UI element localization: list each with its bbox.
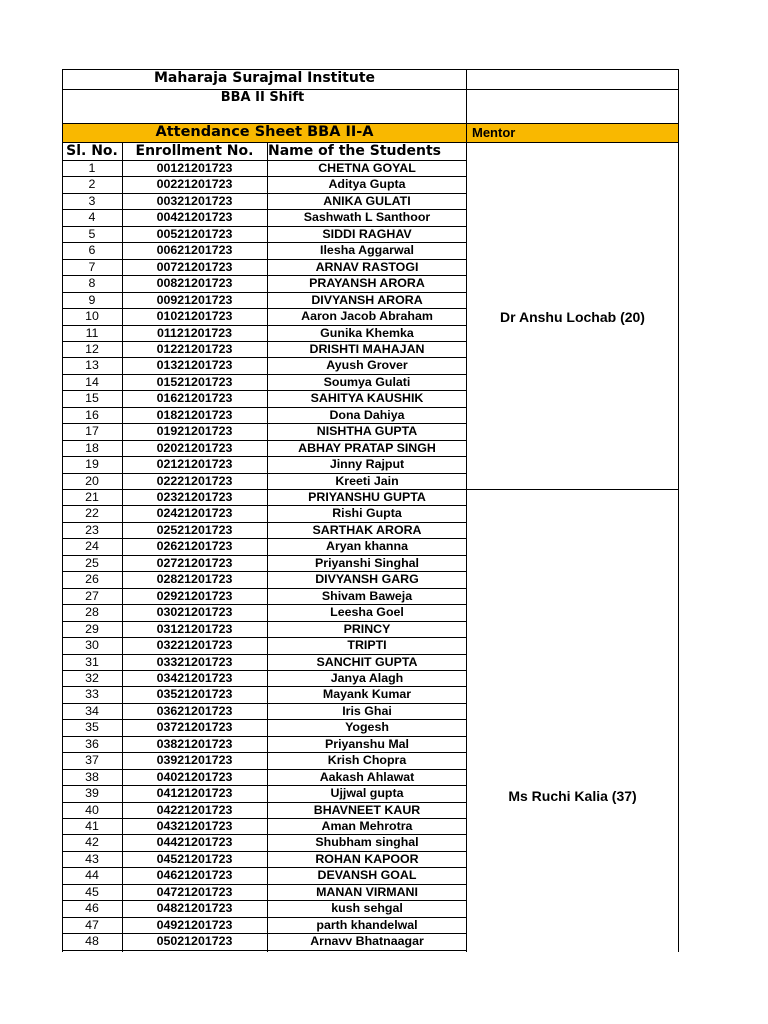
grid-line	[62, 259, 467, 260]
student-name: parth khandelwal	[316, 917, 418, 932]
student-sl-number: 2	[88, 177, 96, 192]
student-sl-number: 22	[85, 506, 99, 521]
student-sl-number: 29	[85, 621, 99, 636]
student-enrollment: 03021201723	[156, 605, 233, 620]
grid-line	[62, 571, 467, 572]
student-enrollment: 04321201723	[156, 819, 233, 833]
student-name: PRAYANSH ARORA	[309, 276, 425, 291]
grid-line	[62, 818, 467, 819]
grid-line	[62, 785, 467, 786]
grid-line	[62, 736, 467, 737]
student-name: TRIPTI	[347, 638, 387, 653]
student-name: Krish Chopra	[327, 753, 407, 768]
grid-line	[62, 69, 63, 952]
student-enrollment: 03721201723	[156, 720, 233, 735]
student-sl-number: 7	[88, 259, 96, 274]
student-enrollment: 02521201723	[156, 522, 233, 537]
column-header-name: Name of the Students	[268, 143, 441, 159]
student-sl-number: 9	[88, 292, 96, 307]
student-name: Aman Mehrotra	[321, 819, 413, 833]
student-enrollment: 01821201723	[156, 407, 233, 422]
grid-line	[62, 89, 679, 90]
student-sl-number: 12	[85, 341, 99, 356]
student-sl-number: 13	[85, 358, 99, 373]
grid-line	[62, 884, 467, 885]
grid-line	[62, 176, 467, 177]
student-name: Soumya Gulati	[323, 374, 411, 389]
student-enrollment: 03421201723	[156, 670, 233, 685]
student-sl-number: 25	[85, 555, 99, 570]
student-sl-number: 48	[85, 934, 99, 949]
student-sl-number: 40	[85, 802, 99, 817]
student-name: Ayush Grover	[326, 358, 408, 373]
student-enrollment: 00221201723	[156, 177, 233, 192]
student-sl-number: 34	[85, 703, 99, 718]
student-sl-number: 37	[85, 753, 99, 768]
mentor-column-header: Mentor	[472, 125, 516, 140]
grid-line	[62, 142, 679, 143]
student-enrollment: 05021201723	[156, 934, 233, 949]
grid-line	[62, 538, 467, 539]
student-sl-number: 28	[85, 605, 99, 620]
grid-line	[62, 752, 467, 753]
student-name: ANIKA GULATI	[323, 193, 411, 208]
student-enrollment: 01121201723	[156, 325, 233, 340]
grid-line	[62, 686, 467, 687]
grid-line	[62, 670, 467, 671]
student-name: Aaron Jacob Abraham	[301, 309, 433, 324]
student-name: ROHAN KAPOOR	[315, 851, 419, 866]
student-enrollment: 02821201723	[156, 572, 233, 587]
student-name: Mayank Kumar	[322, 687, 412, 702]
grid-line	[62, 522, 467, 523]
student-sl-number: 45	[85, 884, 99, 899]
grid-line	[62, 69, 679, 70]
student-name: Arnavv Bhatnaagar	[310, 934, 424, 949]
student-enrollment: 04521201723	[156, 851, 233, 866]
student-name: ARNAV RASTOGI	[315, 259, 419, 274]
grid-line	[62, 851, 467, 852]
student-sl-number: 5	[88, 226, 96, 241]
student-enrollment: 00421201723	[156, 210, 233, 225]
student-name: PRINCY	[343, 621, 391, 636]
grid-line	[62, 123, 679, 124]
student-name: Aakash Ahlawat	[319, 769, 415, 784]
student-name: Gunika Khemka	[320, 325, 414, 340]
student-enrollment: 00821201723	[156, 276, 233, 291]
student-enrollment: 04821201723	[156, 901, 233, 916]
grid-line	[62, 604, 467, 605]
grid-line	[62, 834, 467, 835]
grid-line	[62, 588, 467, 589]
student-enrollment: 04121201723	[156, 786, 233, 801]
student-enrollment: 03221201723	[156, 638, 233, 653]
grid-line	[62, 802, 467, 803]
grid-line	[62, 308, 467, 309]
student-enrollment: 03621201723	[156, 703, 233, 718]
student-enrollment: 02421201723	[156, 506, 233, 521]
column-header-enrollment: Enrollment No.	[135, 143, 254, 159]
grid-line	[62, 719, 467, 720]
grid-line	[62, 357, 467, 358]
student-name: Kreeti Jain	[335, 473, 399, 488]
student-sl-number: 8	[88, 276, 96, 291]
student-sl-number: 10	[85, 309, 99, 324]
student-sl-number: 32	[85, 670, 99, 685]
student-sl-number: 38	[85, 769, 99, 784]
student-enrollment: 02321201723	[156, 490, 233, 504]
grid-line	[62, 555, 467, 556]
mentor-2-name: Ms Ruchi Kalia (37)	[508, 788, 637, 804]
grid-line	[62, 654, 467, 655]
student-enrollment: 02921201723	[156, 588, 233, 603]
student-sl-number: 19	[85, 457, 99, 472]
student-sl-number: 35	[85, 720, 99, 735]
student-enrollment: 00721201723	[156, 259, 233, 274]
student-name: NISHTHA GUPTA	[316, 424, 418, 439]
student-name: SANCHIT GUPTA	[316, 654, 418, 669]
student-name: Sashwath L Santhoor	[303, 210, 431, 225]
student-name: Iris Ghai	[342, 703, 392, 718]
grid-line	[62, 226, 467, 227]
student-enrollment: 03521201723	[156, 687, 233, 702]
student-sl-number: 4	[88, 210, 96, 225]
student-name: Aryan khanna	[326, 539, 408, 554]
program-name: BBA II Shift	[220, 90, 305, 105]
student-sl-number: 16	[85, 407, 99, 422]
grid-line	[62, 505, 467, 506]
grid-line	[62, 374, 467, 375]
student-name: Ilesha Aggarwal	[320, 243, 414, 258]
grid-line	[62, 950, 467, 951]
student-sl-number: 20	[85, 473, 99, 488]
student-name: Priyanshi Singhal	[315, 555, 419, 570]
student-enrollment: 02021201723	[156, 440, 233, 455]
grid-line	[62, 292, 467, 293]
student-name: Dona Dahiya	[329, 407, 405, 422]
student-enrollment: 00121201723	[156, 161, 233, 175]
student-name: Aditya Gupta	[328, 177, 406, 192]
student-enrollment: 04421201723	[156, 835, 233, 850]
student-enrollment: 01621201723	[156, 391, 233, 406]
student-name: Jinny Rajput	[329, 457, 405, 472]
student-sl-number: 18	[85, 440, 99, 455]
student-name: MANAN VIRMANI	[316, 884, 418, 899]
student-name: Priyanshu Mal	[324, 736, 409, 751]
grid-line	[62, 193, 467, 194]
student-enrollment: 00321201723	[156, 193, 233, 208]
grid-line	[62, 637, 467, 638]
student-name: DIVYANSH ARORA	[311, 292, 423, 307]
column-header-sl: Sl. No.	[66, 143, 118, 159]
student-enrollment: 01521201723	[156, 374, 233, 389]
student-sl-number: 31	[85, 654, 99, 669]
grid-line	[62, 341, 467, 342]
student-enrollment: 02621201723	[156, 539, 233, 554]
student-enrollment: 04221201723	[156, 802, 233, 817]
grid-line	[62, 703, 467, 704]
grid-line	[62, 917, 467, 918]
student-sl-number: 43	[85, 851, 99, 866]
grid-line	[62, 390, 467, 391]
student-sl-number: 42	[85, 835, 99, 850]
student-enrollment: 01221201723	[156, 341, 233, 356]
student-name: DIVYANSH GARG	[315, 572, 419, 587]
grid-line	[62, 933, 467, 934]
student-name: BHAVNEET KAUR	[313, 802, 421, 817]
student-sl-number: 39	[85, 786, 99, 801]
student-name: PRIYANSHU GUPTA	[308, 490, 426, 504]
student-enrollment: 03121201723	[156, 621, 233, 636]
student-sl-number: 47	[85, 917, 99, 932]
student-sl-number: 41	[85, 819, 99, 833]
student-sl-number: 17	[85, 424, 99, 439]
grid-line	[466, 489, 679, 490]
student-name: Rishi Gupta	[332, 506, 402, 521]
student-name: SARTHAK ARORA	[312, 522, 422, 537]
student-name: Leesha Goel	[330, 605, 404, 620]
student-enrollment: 04021201723	[156, 769, 233, 784]
grid-line	[62, 209, 467, 210]
student-sl-number: 15	[85, 391, 99, 406]
student-sl-number: 44	[85, 868, 99, 883]
grid-line	[62, 242, 467, 243]
student-name: SIDDI RAGHAV	[322, 226, 412, 241]
student-enrollment: 02121201723	[156, 457, 233, 472]
student-name: kush sehgal	[331, 901, 403, 916]
grid-line	[62, 407, 467, 408]
student-name: Janya Alagh	[330, 670, 404, 685]
student-name: CHETNA GOYAL	[318, 161, 416, 175]
grid-line	[62, 867, 467, 868]
student-sl-number: 30	[85, 638, 99, 653]
student-sl-number: 14	[85, 374, 99, 389]
grid-line	[466, 69, 467, 952]
student-enrollment: 00621201723	[156, 243, 233, 258]
institute-name: Maharaja Surajmal Institute	[153, 70, 376, 86]
student-sl-number: 26	[85, 572, 99, 587]
student-name: ABHAY PRATAP SINGH	[298, 440, 436, 455]
student-sl-number: 23	[85, 522, 99, 537]
student-sl-number: 11	[85, 325, 99, 340]
grid-line	[122, 142, 123, 952]
grid-line	[62, 325, 467, 326]
student-sl-number: 36	[85, 736, 99, 751]
student-sl-number: 3	[88, 193, 96, 208]
grid-line	[267, 142, 268, 952]
grid-line	[62, 489, 467, 490]
student-enrollment: 04921201723	[156, 917, 233, 932]
student-sl-number: 46	[85, 901, 99, 916]
grid-line	[678, 69, 679, 952]
student-enrollment: 01921201723	[156, 424, 233, 439]
student-name: Yogesh	[345, 720, 389, 735]
grid-line	[62, 900, 467, 901]
student-enrollment: 03321201723	[156, 654, 233, 669]
student-enrollment: 00521201723	[156, 226, 233, 241]
student-sl-number: 1	[88, 161, 96, 175]
student-enrollment: 01021201723	[156, 309, 233, 324]
grid-line	[62, 423, 467, 424]
student-name: DEVANSH GOAL	[317, 868, 417, 883]
student-enrollment: 03821201723	[156, 736, 233, 751]
student-name: Shubham singhal	[315, 835, 419, 850]
grid-line	[62, 769, 467, 770]
student-enrollment: 04621201723	[156, 868, 233, 883]
student-sl-number: 21	[85, 490, 99, 504]
student-sl-number: 24	[85, 539, 99, 554]
student-name: DRISHTI MAHAJAN	[309, 341, 425, 356]
grid-line	[62, 440, 467, 441]
student-sl-number: 6	[88, 243, 96, 258]
grid-line	[62, 621, 467, 622]
student-name: Shivam Baweja	[321, 588, 413, 603]
student-enrollment: 01321201723	[156, 358, 233, 373]
grid-line	[62, 473, 467, 474]
student-name: Ujjwal gupta	[330, 786, 404, 801]
sheet-title: Attendance Sheet BBA II-A	[155, 124, 374, 140]
student-enrollment: 02721201723	[156, 555, 233, 570]
student-sl-number: 27	[85, 588, 99, 603]
student-name: SAHITYA KAUSHIK	[310, 391, 424, 406]
student-enrollment: 03921201723	[156, 753, 233, 768]
student-enrollment: 04721201723	[156, 884, 233, 899]
student-enrollment: 02221201723	[156, 473, 233, 488]
grid-line	[62, 275, 467, 276]
grid-line	[62, 456, 467, 457]
mentor-1-name: Dr Anshu Lochab (20)	[500, 309, 645, 325]
student-enrollment: 00921201723	[156, 292, 233, 307]
student-sl-number: 33	[85, 687, 99, 702]
